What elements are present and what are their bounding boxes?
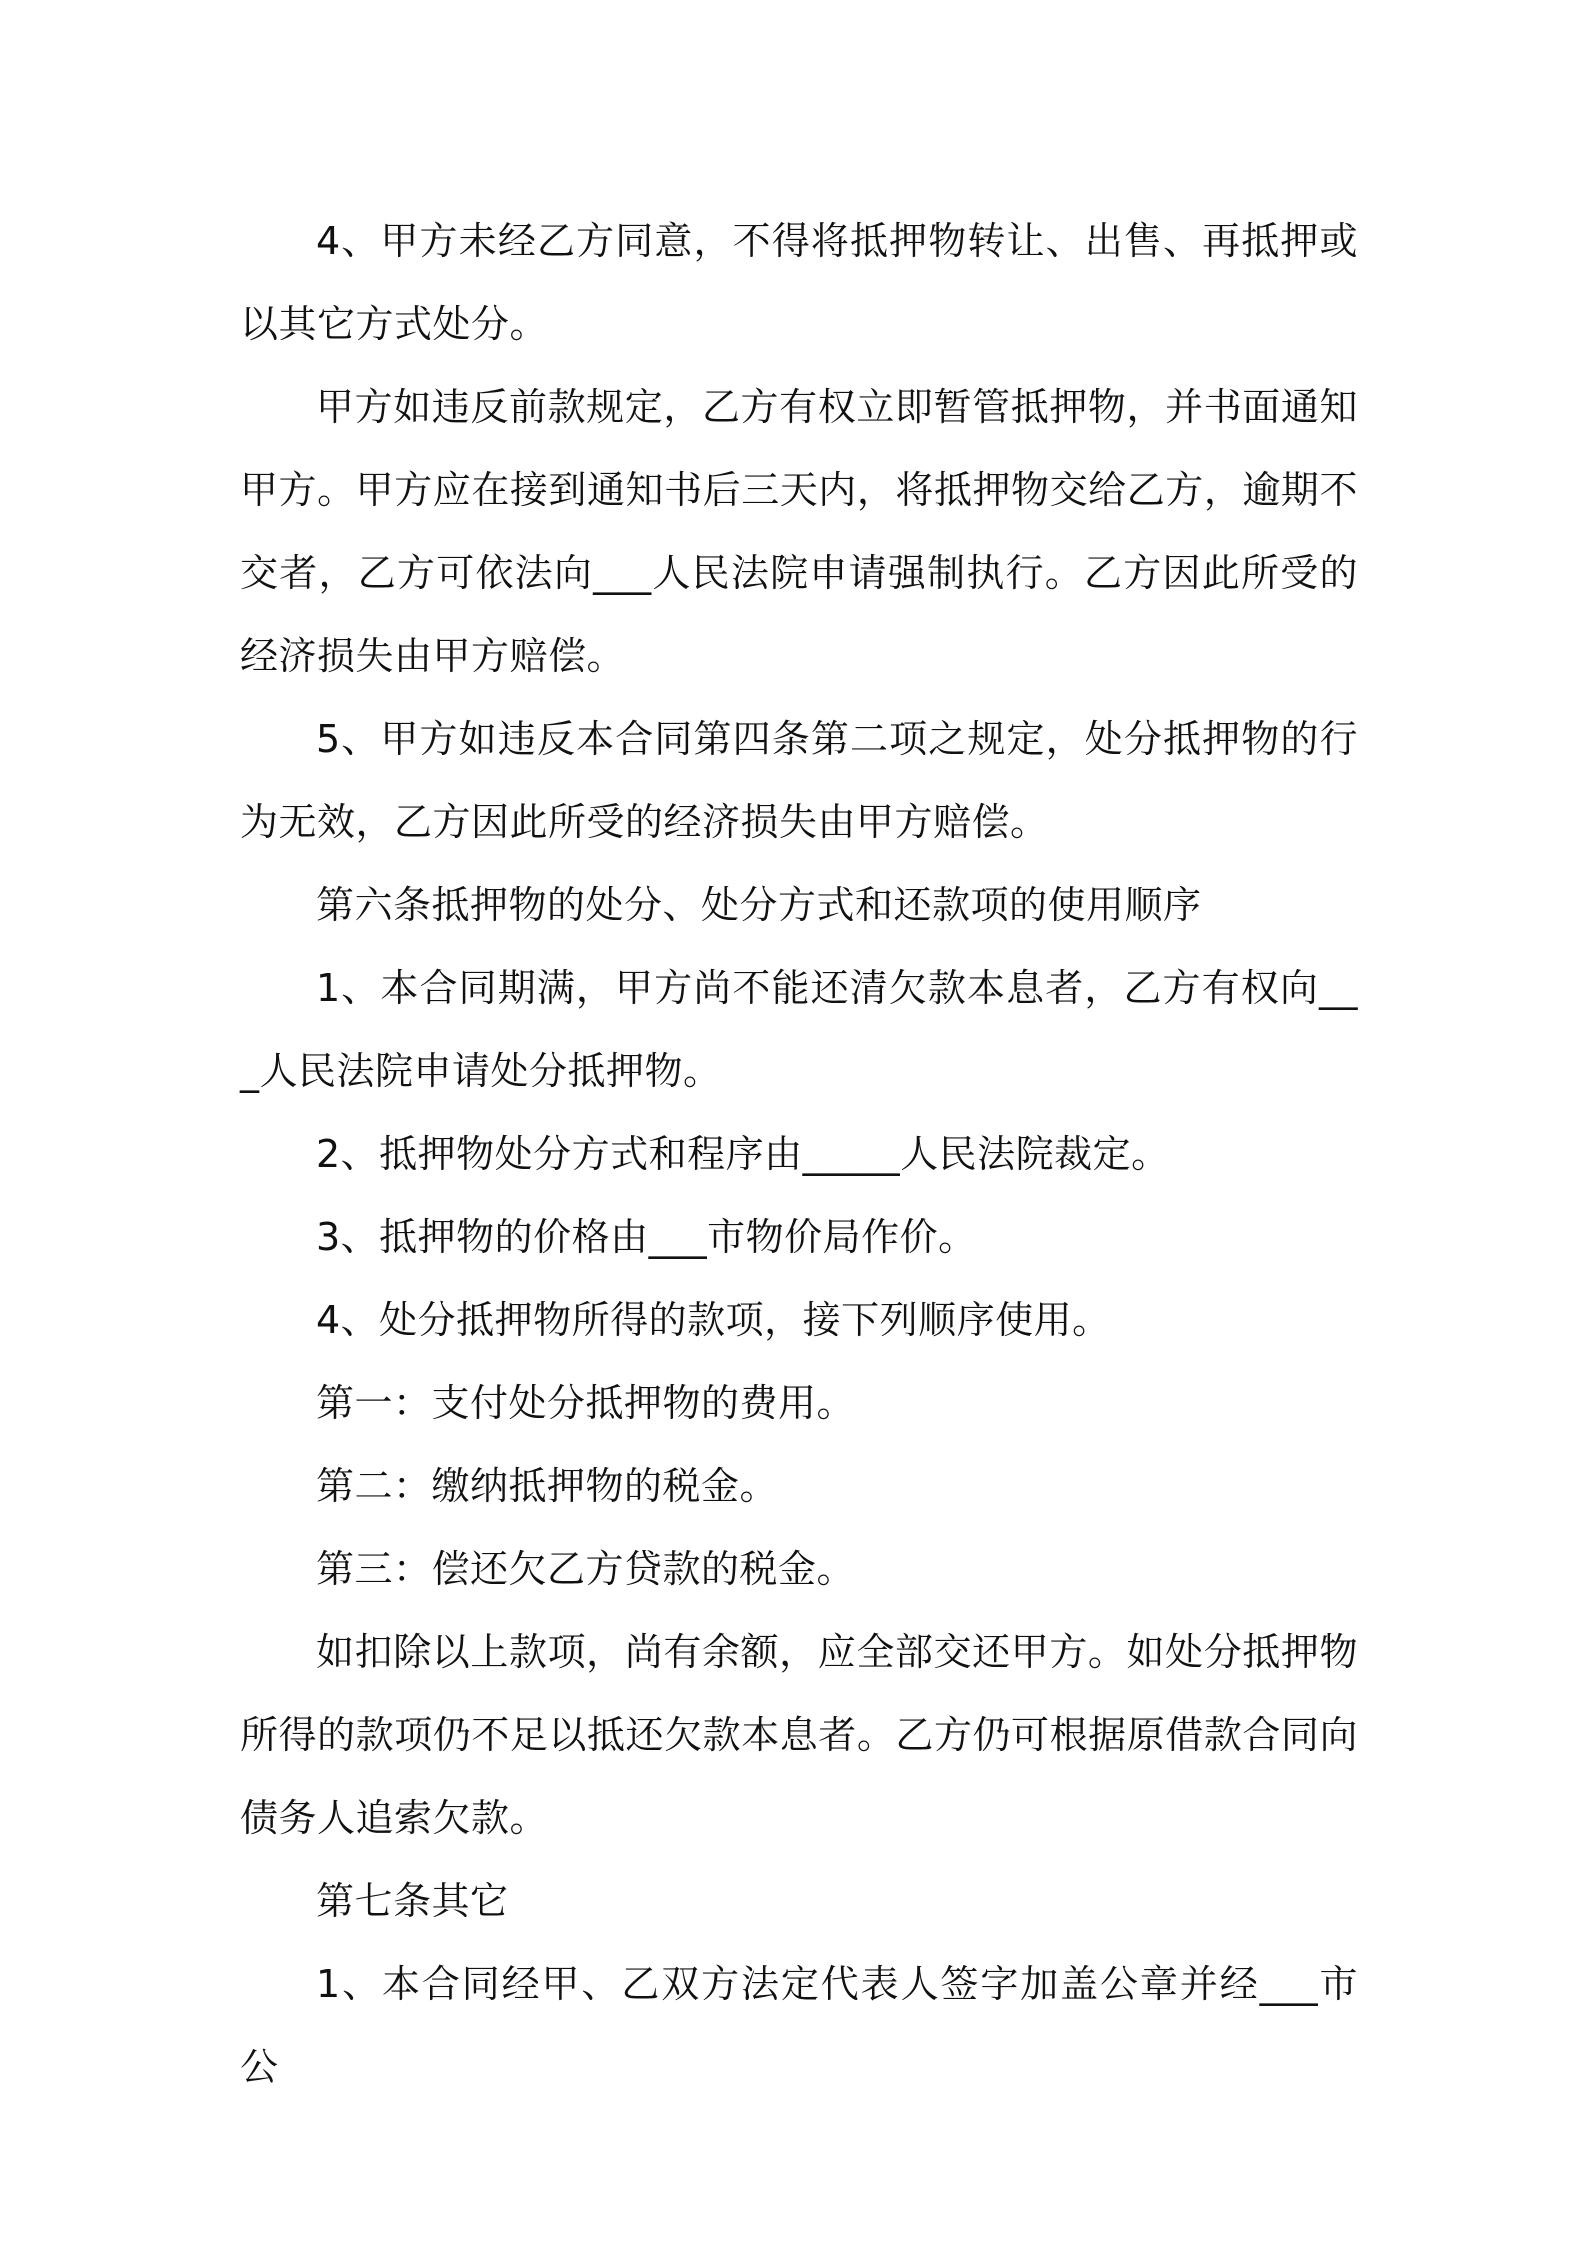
paragraph-article-6-item-3: 3、抵押物的价格由___市物价局作价。 bbox=[316, 1215, 977, 1259]
document-body bbox=[240, 200, 1358, 2109]
paragraph-clause-4: 4、甲方未经乙方同意，不得将抵押物转让、出售、再抵押或以其它方式处分。 bbox=[240, 219, 1358, 346]
paragraph-order-second: 第二：缴纳抵押物的税金。 bbox=[316, 1464, 779, 1508]
paragraph-clause-5: 5、甲方如违反本合同第四条第二项之规定，处分抵押物的行为无效，乙方因此所受的经济损失由甲方赔偿。 bbox=[240, 717, 1358, 844]
article-6-heading: 第六条抵押物的处分、处分方式和还款项的使用顺序 bbox=[316, 883, 1202, 927]
article-7-heading: 第七条其它 bbox=[316, 1879, 509, 1923]
paragraph-remaining-balance: 如扣除以上款项，尚有余额，应全部交还甲方。如处分抵押物所得的款项仍不足以抵还欠款本息者。乙方仍可根据原借款合同向债务人追索欠款。 bbox=[240, 1630, 1358, 1840]
paragraph-article-6-item-2: 2、抵押物处分方式和程序由_____人民法院裁定。 bbox=[316, 1132, 1170, 1176]
paragraph-article-6-item-1: 1、本合同期满，甲方尚不能还清欠款本息者，乙方有权向___人民法院申请处分抵押物。 bbox=[240, 966, 1358, 1093]
paragraph-violation-custody: 甲方如违反前款规定，乙方有权立即暂管抵押物，并书面通知甲方。甲方应在接到通知书后三天内，将抵押物交给乙方，逾期不交者，乙方可依法向___人民法院申请强制执行。乙方因此所受的经济损失由甲方赔偿。 bbox=[240, 385, 1358, 678]
paragraph-article-7-item-1: 1、本合同经甲、乙双方法定代表人签字加盖公章并经___市公 bbox=[240, 1962, 1358, 2089]
paragraph-article-6-item-4: 4、处分抵押物所得的款项，接下列顺序使用。 bbox=[316, 1298, 1111, 1342]
paragraph-order-third: 第三：偿还欠乙方贷款的税金。 bbox=[316, 1547, 856, 1591]
paragraph-order-first: 第一：支付处分抵押物的费用。 bbox=[316, 1381, 856, 1425]
